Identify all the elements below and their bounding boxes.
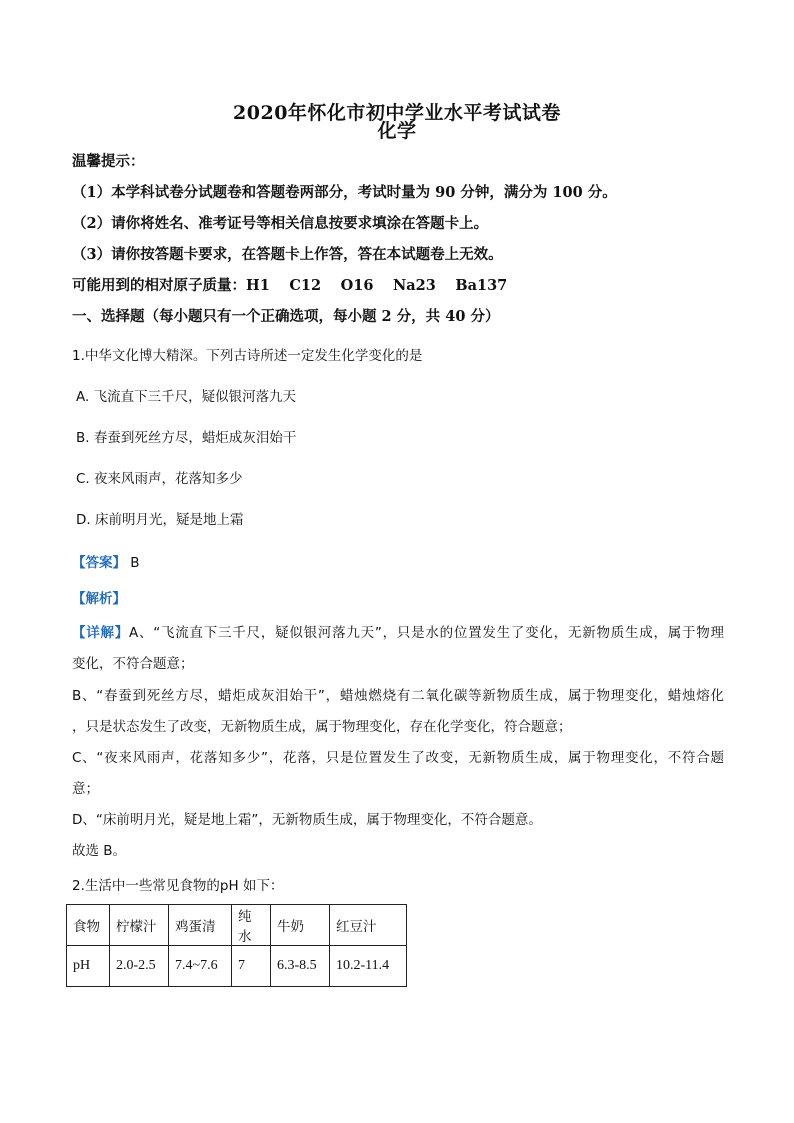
notice-item-2: （2）请你将姓名、准考证号等相关信息按要求填涂在答题卡上。 (72, 215, 489, 232)
table-cell: 鸡蛋清 (169, 905, 232, 946)
analysis-tag: 【解析】 (72, 591, 126, 607)
notice-item-3: （3）请你按答题卡要求，在答题卡上作答，答在本试题卷上无效。 (72, 246, 503, 263)
option-c: C. 夜来风雨声，花落知多少 (76, 471, 243, 487)
detail-line-1 (72, 621, 724, 641)
question-2-stem: 2.生活中一些常见食物的pH 如下： (72, 878, 284, 894)
atomic-mass-line: 可能用到的相对原子质量：H1 C12 O16 Na23 Ba137 (72, 277, 508, 294)
detail-line-3: B、“春蚕到死丝方尽，蜡炬成灰泪始干”，蜡烛燃烧有二氧化碳等新物质生成，属于物理变化，蜡烛熔化 (72, 688, 724, 704)
exam-title: 2020年怀化市初中学业水平考试试卷 (233, 102, 561, 124)
table-cell: 红豆汁 (330, 905, 407, 946)
answer-tag: 【答案】 (72, 555, 126, 571)
detail-line-8: 故选 B。 (72, 843, 127, 859)
answer-value: B (130, 555, 140, 571)
option-d: D. 床前明月光，疑是地上霜 (76, 512, 244, 528)
question-stem: 1.中华文化博大精深。下列古诗所述一定发生化学变化的是 (72, 348, 423, 364)
table-cell: 10.2-11.4 (330, 946, 407, 987)
detail-line-2: 变化，不符合题意； (72, 656, 194, 672)
table-cell: 7 (232, 946, 271, 987)
detail-line-6: 意； (72, 781, 99, 797)
table-cell: 食物 (67, 905, 110, 946)
table-row (67, 946, 407, 987)
detail-line-7: D、“床前明月光，疑是地上霜”，无新物质生成，属于物理变化，不符合题意。 (72, 812, 542, 828)
table-cell: 柠檬汁 (110, 905, 169, 946)
option-b: B. 春蚕到死丝方尽，蜡炬成灰泪始干 (76, 430, 297, 446)
ph-table (66, 904, 407, 987)
detail-line-4: ，只是状态发生了改变，无新物质生成，属于物理变化，存在化学变化，符合题意； (72, 719, 572, 735)
table-cell: 2.0-2.5 (110, 946, 169, 987)
detail-tag: 【详解】 (72, 625, 130, 641)
option-a: A. 飞流直下三千尺，疑似银河落九天 (76, 389, 297, 405)
section-heading: 一、选择题（每小题只有一个正确选项，每小题 2 分，共 40 分） (72, 308, 500, 325)
notice-heading: 温馨提示： (72, 153, 145, 170)
answer-line (72, 551, 732, 571)
table-cell: 6.3-8.5 (271, 946, 330, 987)
table-cell: 7.4~7.6 (169, 946, 232, 987)
subject-title: 化学 (377, 120, 417, 142)
detail-text-1: A、“飞流直下三千尺，疑似银河落九天”，只是水的位置发生了变化，无新物质生成，属于物理 (129, 625, 724, 641)
analysis-line (72, 587, 732, 607)
table-row (67, 905, 407, 946)
table-cell: 牛奶 (271, 905, 330, 946)
table-cell: pH (67, 946, 110, 987)
detail-line-5: C、“夜来风雨声，花落知多少”，花落，只是位置发生了改变，无新物质生成，属于物理变化，不符合题 (72, 750, 724, 766)
notice-item-1: （1）本学科试卷分试题卷和答题卷两部分，考试时量为 90 分钟，满分为 100 分。 (72, 184, 617, 201)
table-cell: 纯水 (232, 905, 271, 946)
